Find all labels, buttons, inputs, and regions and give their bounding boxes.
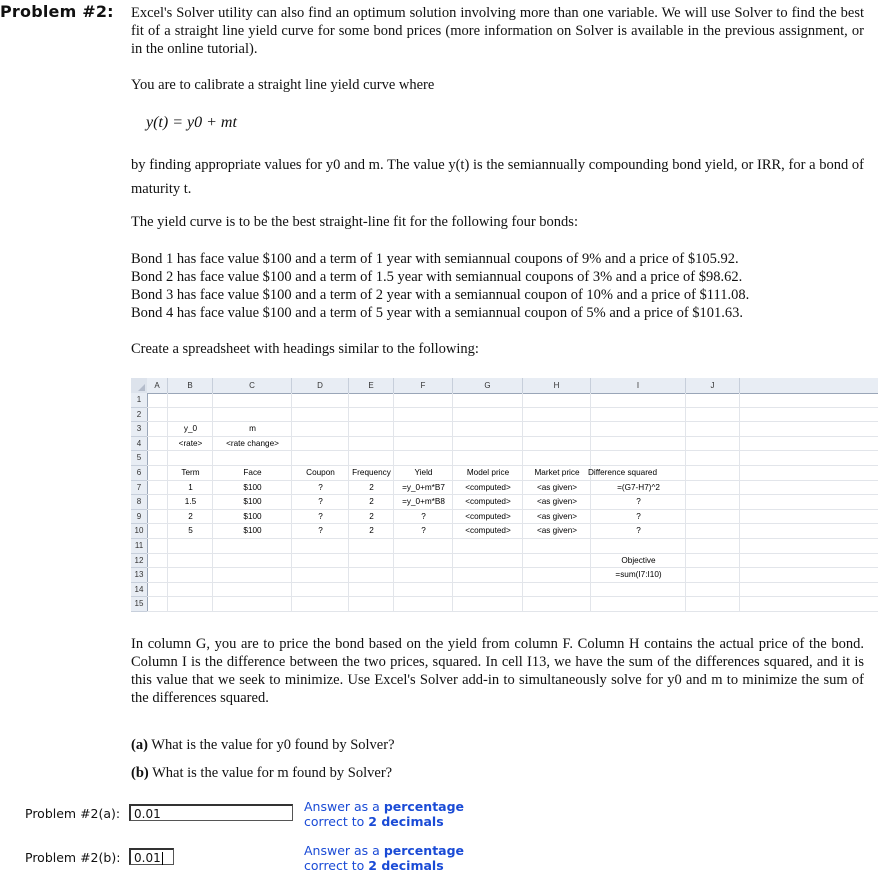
cell-g10: <computed> [465, 526, 511, 536]
cell-g6: Model price [466, 468, 510, 477]
question-b [131, 765, 392, 782]
cell-f7: =y_0+m*B7 [402, 482, 445, 492]
cell-e7: 2 [369, 482, 374, 492]
hint-bold: 2 decimals [368, 814, 444, 829]
fit-intro-text: The yield curve is to be the best straight-line fit for the following four bonds: [131, 214, 578, 230]
formula: y(t) = y0 + mt [146, 114, 237, 131]
question-a-text: What is the value for y0 found by Solver? [151, 737, 395, 753]
cell-h6: Market price [534, 468, 580, 477]
cell-f6: Yield [414, 468, 433, 477]
sheet-intro-text: Create a spreadsheet with headings similar to the following: [131, 341, 479, 357]
cell-g9: <computed> [465, 511, 511, 521]
cell-c10: $100 [243, 526, 262, 536]
cell-b6: Term [181, 468, 200, 477]
cell-e10: 2 [369, 526, 374, 536]
cell-i12: Objective [621, 555, 656, 565]
cell-g7: <computed> [465, 482, 511, 492]
bond-list [131, 250, 749, 322]
cell-d7: ? [318, 482, 323, 492]
bond-item: Bond 2 has face value $100 and a term of 1.5 year with semiannual coupons of 3% and a price of $98.62. [131, 269, 743, 285]
cell-i6: Difference squared [588, 468, 658, 477]
cell-h8: <as given> [536, 497, 578, 507]
text-caret [162, 852, 163, 865]
column-header-d: D [292, 378, 349, 394]
cell-d9: ? [318, 511, 323, 521]
cell-c8: $100 [243, 497, 262, 507]
cell-h9: <as given> [536, 511, 578, 521]
spreadsheet-image [131, 378, 878, 612]
bond-item: Bond 1 has face value $100 and a term of 1 year with semiannual coupons of 9% and a price of $105.92. [131, 251, 739, 267]
cell-b9: 2 [188, 511, 193, 521]
cell-d8: ? [318, 497, 323, 507]
answer-b-value: 0.01 [134, 851, 161, 865]
cell-c6: Face [243, 468, 262, 477]
question-b-prefix: (b) [131, 765, 149, 781]
row-header-10: 10 [131, 524, 148, 539]
cell-b3: y_0 [183, 424, 198, 434]
calibrate-text: You are to calibrate a straight line yield curve where [131, 77, 435, 93]
question-a [131, 737, 395, 754]
cell-f8: =y_0+m*B8 [402, 497, 445, 507]
row-header-14: 14 [131, 583, 148, 598]
cell-b10: 5 [188, 526, 193, 536]
hint-bold: 2 decimals [368, 858, 444, 873]
column-header-e: E [349, 378, 394, 394]
row-header-2: 2 [131, 408, 148, 423]
problem-label: Problem #2: [0, 2, 114, 21]
row-header-5: 5 [131, 451, 148, 466]
bond-item: Bond 3 has face value $100 and a term of 2 year with a semiannual coupon of 10% and a price of $111.08. [131, 287, 750, 303]
column-header-b: B [168, 378, 213, 394]
hint-text: correct to [304, 858, 365, 873]
row-header-7: 7 [131, 481, 148, 496]
cell-c4: <rate change> [226, 438, 279, 448]
row-header-13: 13 [131, 568, 148, 583]
intro-paragraph: Excel's Solver utility can also find an optimum solution involving more than one variable. We will use Solver to find the best fit of a straight line yield curve for some bond prices (more information on Solver is available in the previous assignment, or in the online tutorial). [131, 5, 864, 57]
cell-d10: ? [318, 526, 323, 536]
cell-b4: <rate> [178, 438, 203, 448]
explanation-paragraph: In column G, you are to price the bond based on the yield from column F. Column H contains the actual price of the bond. Column I is the difference between the two prices, squared. In cell I13, we have the sum of the differences squared, and it is this value that we seek to minimize. Use Excel's Solver add-in to simultaneously solve for y0 and m to minimize the sum of the differences squared. [131, 636, 864, 706]
cell-e8: 2 [369, 497, 374, 507]
cell-b7: 1 [188, 482, 193, 492]
cell-c7: $100 [243, 482, 262, 492]
cell-i7: =(G7-H7)^2 [617, 482, 660, 492]
answer-b-hint [304, 843, 464, 873]
answer-b-input[interactable] [129, 848, 174, 865]
hint-text: Answer as a [304, 799, 380, 814]
row-header-6: 6 [131, 466, 148, 481]
row-header-4: 4 [131, 437, 148, 452]
row-header-11: 11 [131, 539, 148, 554]
hint-text: Answer as a [304, 843, 380, 858]
column-header-j: J [686, 378, 740, 394]
question-b-text: What is the value for m found by Solver? [152, 765, 393, 781]
bond-item: Bond 4 has face value $100 and a term of 5 year with a semiannual coupon of 5% and a price of $101.63. [131, 305, 744, 321]
answer-a-hint [304, 799, 464, 829]
hint-bold: percentage [383, 799, 465, 814]
cell-i8: ? [636, 497, 641, 507]
column-header-i: I [591, 378, 686, 394]
question-a-prefix: (a) [131, 737, 148, 753]
cell-h7: <as given> [536, 482, 578, 492]
cell-b8: 1.5 [184, 497, 197, 507]
by-finding-paragraph: by finding appropriate values for y0 and m. The value y(t) is the semiannually compounding bond yield, or IRR, for a bond of maturity t. [131, 157, 864, 197]
cell-f9: ? [421, 511, 426, 521]
cell-e6: Frequency [352, 468, 391, 477]
row-header-15: 15 [131, 597, 148, 612]
column-header-h: H [523, 378, 591, 394]
cell-c9: $100 [243, 511, 262, 521]
answer-a-input[interactable]: 0.01 [129, 804, 293, 821]
cell-i9: ? [636, 511, 641, 521]
answer-b-label: Problem #2(b): [25, 850, 121, 865]
column-header-extra [740, 378, 878, 394]
answer-a-label: Problem #2(a): [25, 806, 121, 821]
cell-d6: Coupon [306, 468, 335, 477]
column-header-g: G [453, 378, 523, 394]
hint-bold: percentage [383, 843, 465, 858]
cell-h10: <as given> [536, 526, 578, 536]
row-header-3: 3 [131, 422, 148, 437]
hint-text: correct to [304, 814, 365, 829]
cell-c3: m [249, 424, 256, 434]
column-header-f: F [394, 378, 453, 394]
cell-g8: <computed> [465, 497, 511, 507]
cell-e9: 2 [369, 511, 374, 521]
cell-i13: =sum(I7:I10) [615, 570, 662, 580]
column-header-a: A [147, 378, 168, 394]
row-header-8: 8 [131, 495, 148, 510]
select-all-corner [131, 378, 148, 394]
cell-i10: ? [636, 526, 641, 536]
cell-f10: ? [421, 526, 426, 536]
row-header-1: 1 [131, 393, 148, 408]
row-header-9: 9 [131, 510, 148, 525]
column-header-c: C [213, 378, 292, 394]
row-header-12: 12 [131, 554, 148, 569]
